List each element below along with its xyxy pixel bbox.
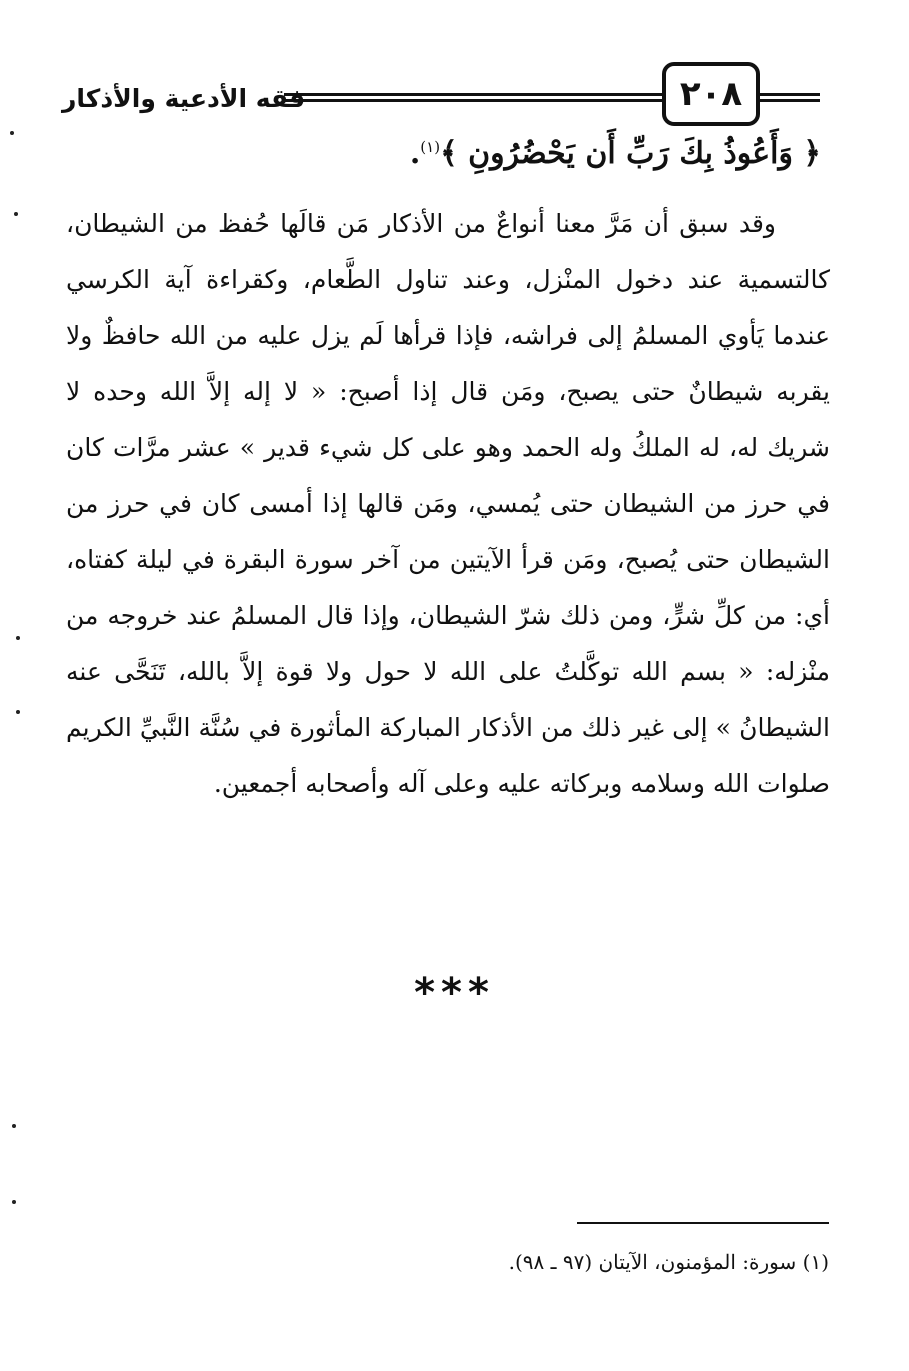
scan-speck	[12, 1124, 16, 1128]
scan-speck	[16, 710, 20, 714]
footnote-rule	[577, 1222, 829, 1224]
scan-speck	[14, 212, 18, 216]
running-title: فقه الأدعية والأذكار	[62, 84, 306, 113]
page-number: ٢٠٨	[662, 62, 760, 126]
section-divider: ***	[414, 970, 495, 1016]
body-paragraph: وقد سبق أن مَرَّ معنا أنواعٌ من الأذكار مَن قالَها حُفظ من الشيطان، كالتسمية عند دخول المنْزل، وعند تناول الطَّعام، وكقراءة آية الكرسي عندما يَأوي المسلمُ إلى فراشه، فإذا قرأها لَم يزل عليه من الله حافظٌ ولا يقربه شيطانٌ حتى يصبح، ومَن قال إذا أصبح: « لا إله إلاَّ الله وحده لا شريك له، له الملكُ وله الحمد وهو على كل شيء قدير » عشر مرَّات كان في حرز من الشيطان حتى يُمسي، ومَن قالها إذا أمسى كان في حرز من الشيطان حتى يُصبح، ومَن قرأ الآيتين من آخر سورة البقرة في ليلة كفتاه، أي: من كلِّ شرٍّ، ومن ذلك شرّ الشيطان، وإذا قال المسلمُ عند خروجه من منْزله: « بسم الله توكَّلتُ على الله لا حول ولا قوة إلاَّ بالله، تَنَحَّى عنه الشيطانُ » إلى غير ذلك من الأذكار المباركة المأثورة في سُنَّة النَّبيِّ الكريم صلوات الله وسلامه وبركاته عليه وعلى آله وأصحابه أجمعين.	[66, 209, 830, 798]
header-rule-right	[756, 93, 820, 102]
page-header	[62, 62, 822, 126]
footnote-reference: (١)	[420, 138, 441, 156]
scan-speck	[16, 636, 20, 640]
scan-speck	[12, 1200, 16, 1204]
body-text	[66, 196, 830, 812]
footnote: (١) سورة: المؤمنون، الآيتان (٩٧ ـ ٩٨).	[508, 1250, 829, 1274]
quran-verse: ﴿ وَأَعُوذُ بِكَ رَبِّ أَن يَحْضُرُونِ ﴾$^{(١)}$.	[409, 136, 821, 171]
quran-verse-text: ﴿ وَأَعُوذُ بِكَ رَبِّ أَن يَحْضُرُونِ ﴾	[440, 136, 821, 171]
header-rule-left	[284, 93, 662, 102]
scan-speck	[10, 131, 14, 135]
